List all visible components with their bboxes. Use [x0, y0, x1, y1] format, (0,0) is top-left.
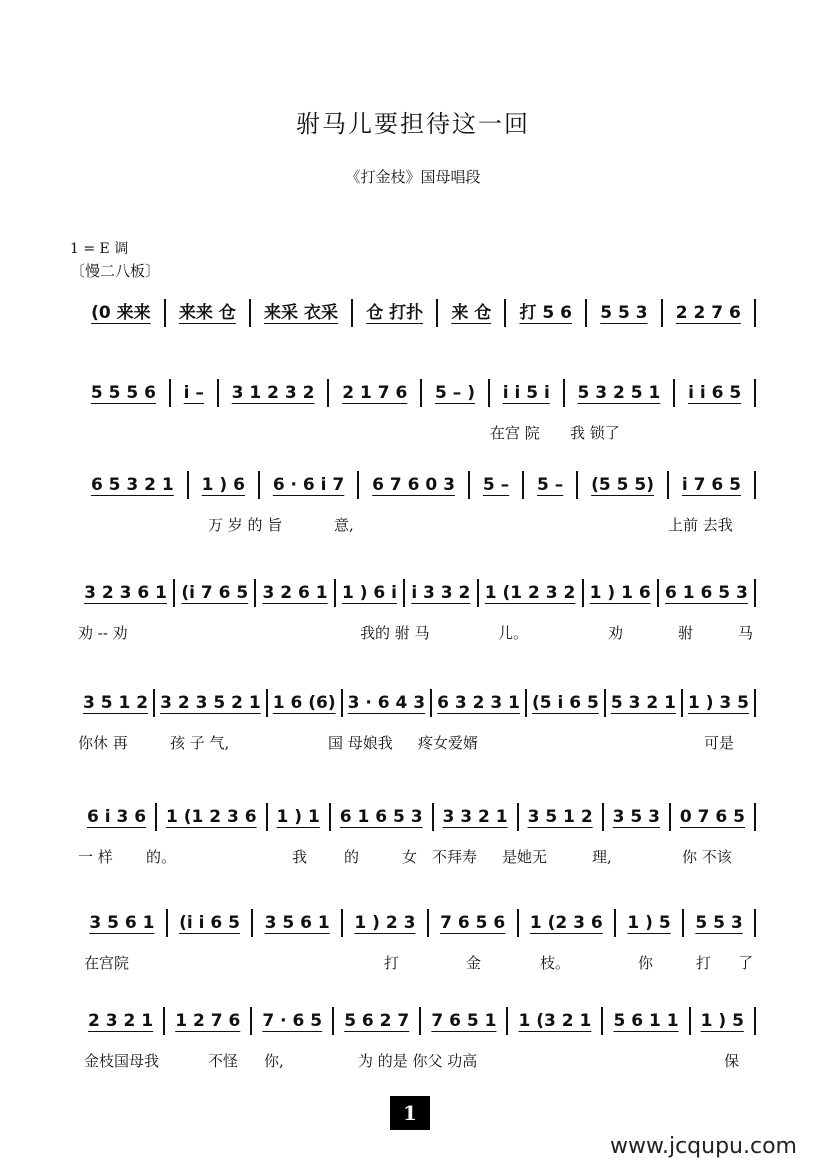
measure: 6 · 6 i 7	[260, 471, 359, 499]
lyric: 你,	[264, 1052, 284, 1070]
measure: 来采 衣采	[251, 299, 353, 327]
measure: 1 (1 2 3 2	[479, 579, 584, 607]
measure: 3 5 6 1	[253, 909, 343, 937]
lyric: 孩 子 气,	[170, 734, 230, 752]
lyric: 万 岁 的 旨	[208, 516, 283, 534]
notation-line	[78, 296, 756, 330]
measure: 5 5 3	[587, 299, 663, 327]
lyric: 女	[402, 848, 418, 866]
measure: 1 ) 2 3	[343, 909, 429, 937]
lyric: 我	[292, 848, 308, 866]
measure: 打 5 6	[506, 299, 587, 327]
measure: i 7 6 5	[669, 471, 756, 499]
lyric-line	[78, 422, 756, 446]
measure: i i 5 i	[490, 379, 565, 407]
measure: 6 5 3 2 1	[78, 471, 189, 499]
lyric: 了	[738, 954, 754, 972]
lyric: 疼女爱婿	[418, 734, 479, 752]
measure: (i i 6 5	[168, 909, 254, 937]
measure: 来 仓	[438, 299, 506, 327]
measure: 5 5 3	[684, 909, 756, 937]
lyric: 理,	[592, 848, 612, 866]
score-row	[78, 800, 756, 896]
lyric: 马	[738, 624, 754, 642]
measure: 仓 打扑	[353, 299, 438, 327]
measure: 3 3 2 1	[434, 803, 519, 831]
lyric-line	[78, 1050, 756, 1074]
measure: i i 6 5	[675, 379, 756, 407]
measure: 6 1 6 5 3	[659, 579, 756, 607]
measure: 2 3 2 1	[78, 1007, 165, 1035]
watermark: www.jcqupu.com	[610, 1134, 797, 1159]
lyric: 国 母娘我	[328, 734, 393, 752]
lyric: 上前 去我	[668, 516, 733, 534]
key-signature: 1 = E 调	[70, 241, 129, 257]
lyric: 意,	[334, 516, 354, 534]
measure: 3 2 3 6 1	[78, 579, 175, 607]
lyric: 不拜寿	[432, 848, 478, 866]
notation-line	[78, 800, 756, 834]
measure: i 3 3 2	[405, 579, 478, 607]
lyric: 的。	[146, 848, 177, 866]
measure: 6 3 2 3 1	[432, 689, 527, 717]
measure: 来来 仓	[166, 299, 251, 327]
measure: 1 ) 6	[189, 471, 260, 499]
score-row	[78, 906, 756, 1002]
lyric: 劝 -- 劝	[78, 624, 128, 642]
lyric-line	[78, 514, 756, 538]
lyric: 我的 驸 马	[360, 624, 430, 642]
measure: 1 ) 5	[616, 909, 684, 937]
score-row	[78, 468, 756, 564]
lyric-line	[78, 846, 756, 870]
measure: 5 3 2 1	[606, 689, 683, 717]
lyric: 一 样	[78, 848, 113, 866]
lyric: 你 不该	[682, 848, 732, 866]
measure: 1 (1 2 3 6	[157, 803, 268, 831]
measure: 7 6 5 6	[429, 909, 519, 937]
measure: (0 来来	[78, 299, 166, 327]
measure: 6 i 3 6	[78, 803, 157, 831]
measure: 3 1 2 3 2	[219, 379, 330, 407]
measure: (i 7 6 5	[175, 579, 256, 607]
measure: 6 7 6 0 3	[359, 471, 470, 499]
measure: 3 5 1 2	[519, 803, 604, 831]
measure: 1 (3 2 1	[508, 1007, 603, 1035]
lyric: 的	[344, 848, 360, 866]
score-row	[78, 376, 756, 472]
lyric: 是她无	[502, 848, 548, 866]
lyric: 为 的是 你父 功高	[358, 1052, 478, 1070]
measure: 6 1 6 5 3	[331, 803, 434, 831]
lyric: 金枝国母我	[84, 1052, 160, 1070]
song-subtitle: 《打金枝》国母唱段	[345, 168, 481, 186]
lyric: 儿。	[498, 624, 529, 642]
measure: i –	[171, 379, 219, 407]
score-row	[78, 576, 756, 672]
measure: 1 (2 3 6	[519, 909, 617, 937]
measure: 3 5 3	[604, 803, 671, 831]
song-title: 驸马儿要担待这一回	[296, 110, 530, 138]
lyric-line	[78, 342, 756, 366]
score-row	[78, 686, 756, 782]
lyric: 驸	[678, 624, 694, 642]
lyric-line	[78, 732, 756, 756]
page-number: 1	[390, 1096, 430, 1130]
lyric: 在宫 院	[490, 424, 540, 442]
score-row	[78, 1004, 756, 1100]
measure: 1 ) 3 5	[683, 689, 756, 717]
lyric: 枝。	[540, 954, 571, 972]
lyric-line	[78, 952, 756, 976]
lyric: 劝	[608, 624, 624, 642]
measure: 5 –	[524, 471, 578, 499]
notation-line	[78, 376, 756, 410]
measure: 5 6 1 1	[603, 1007, 690, 1035]
measure: (5 5 5)	[578, 471, 669, 499]
measure: 1 2 7 6	[165, 1007, 252, 1035]
measure: 7 · 6 5	[252, 1007, 334, 1035]
lyric: 我 锁了	[570, 424, 620, 442]
notation-line	[78, 576, 756, 610]
measure: 3 2 6 1	[256, 579, 335, 607]
lyric: 保	[724, 1052, 740, 1070]
measure: 5 6 2 7	[334, 1007, 421, 1035]
measure: 3 5 1 2	[78, 689, 155, 717]
notation-line	[78, 1004, 756, 1038]
lyric: 你休 再	[78, 734, 128, 752]
measure: (5 i 6 5	[527, 689, 606, 717]
lyric: 打	[696, 954, 712, 972]
measure: 1 ) 6 i	[336, 579, 405, 607]
lyric: 金	[466, 954, 482, 972]
tempo-marking: 〔慢二八板〕	[70, 262, 161, 280]
lyric: 可是	[704, 734, 735, 752]
measure: 1 ) 1 6	[584, 579, 659, 607]
measure: 1 ) 1	[268, 803, 331, 831]
measure: 5 5 5 6	[78, 379, 171, 407]
measure: 5 3 2 5 1	[565, 379, 676, 407]
measure: 3 · 6 4 3	[343, 689, 432, 717]
measure: 7 6 5 1	[421, 1007, 508, 1035]
measure: 3 5 6 1	[78, 909, 168, 937]
lyric: 不怪	[208, 1052, 239, 1070]
measure: 2 2 7 6	[663, 299, 756, 327]
measure: 2 1 7 6	[329, 379, 422, 407]
lyric-line	[78, 622, 756, 646]
lyric: 打	[384, 954, 400, 972]
measure: 0 7 6 5	[671, 803, 756, 831]
measure: 3 2 3 5 2 1	[155, 689, 268, 717]
measure: 1 ) 5	[691, 1007, 756, 1035]
measure: 1 6 (6)	[268, 689, 343, 717]
notation-line	[78, 468, 756, 502]
notation-line	[78, 906, 756, 940]
lyric: 在宫院	[84, 954, 130, 972]
notation-line	[78, 686, 756, 720]
measure: 5 –	[470, 471, 524, 499]
lyric: 你	[638, 954, 654, 972]
measure: 5 – )	[422, 379, 490, 407]
